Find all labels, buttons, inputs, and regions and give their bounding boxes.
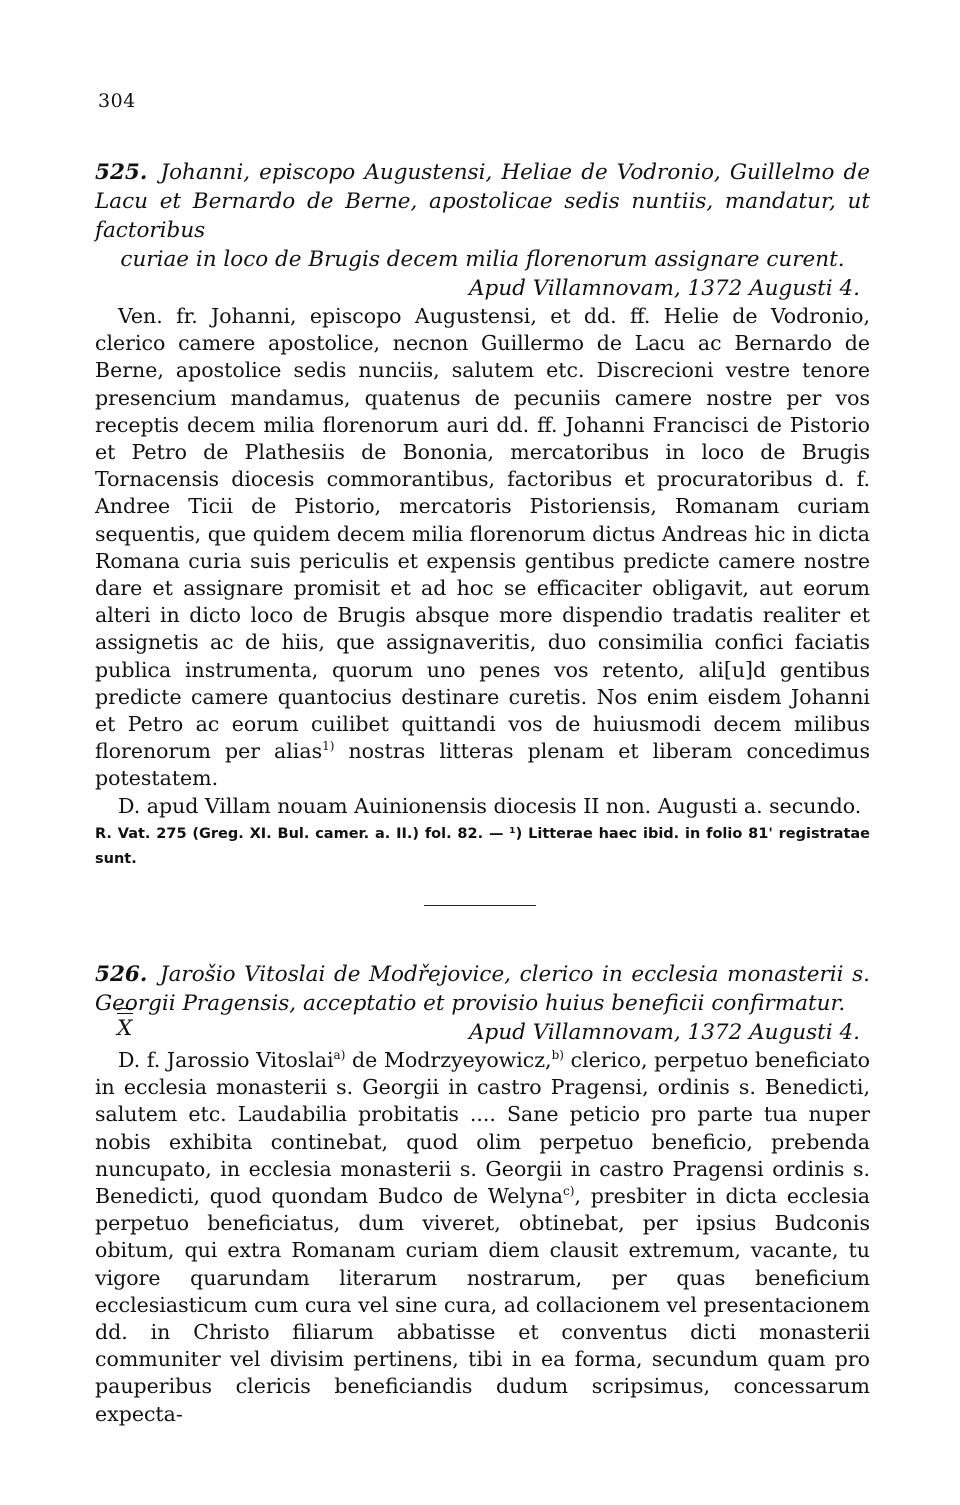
closing (95, 793, 870, 820)
body-text: D. f. Jarossio Vitoslai (118, 1048, 334, 1072)
entry-body (95, 1047, 870, 1428)
body-text: , presbiter in dicta ecclesia perpetuo beneficiatus, dum viveret, obtinebat, per ipsius Budconis obitum, qui extra Romanam curiam diem clausit extremum, vacante, tu vigore quarundam literarum nostrarum, per quas beneficium ecclesiasticum cum cura vel sine cura, ad collacionem vel presentacionem dd. in Christo filiarum abbatisse et conventus dicti monasterii communiter vel divisim pertinens, tibi in ea forma, secundum quam pro pauperibus clericis beneficiandis dudum scripsimus, concessarum expecta- (95, 1184, 870, 1426)
entry-number: 526. (95, 962, 148, 987)
dateline: Apud Villamnovam, 1372 Augusti 4. (469, 276, 860, 301)
body-text: Ven. fr. Johanni, episcopo Augustensi, et dd. ff. Helie de Vodronio, clerico camere apostolice, necnon Guillermo de Lacu ac Bernardo de Berne, apostolice sedis nunciis, salutem etc. Discrecioni vestre tenore presencium mandamus, quatenus de pecuniis camere nostre per vos receptis decem milia florenorum auri dd. ff. Johanni Francisci de Pistorio et Petro de Plathesiis de Bononia, mercatoribus in loco de Brugis Tornacensis diocesis commorantibus, factoribus et procuratoribus d. f. Andree Ticii de Pistorio, mercatoris Pistoriensis, Romanam curiam sequentis, que quidem decem milia florenorum dictus Andreas hic in dicta Romana curia suis periculis et expensis gentibus predicte camere nostre dare et assignare promisit et ad hoc se efficaciter obligavit, aut eorum alteri in dicto loco de Brugis absque more dispendio tradatis realiter et assignetis ac de hiis, que assignaveritis, duo consimilia confici faciatis publica instrumenta, quorum uno penes vos retento, ali[u]d gentibus predicte camere quantocius destinare curetis. Nos enim eisdem Johanni et Petro ac eorum cuilibet quittandi vos de huiusmodi decem milibus florenorum per alias (95, 304, 870, 764)
source-reference: R. Vat. 275 (Greg. XI. Bul. camer. a. II.) fol. 82. — ¹) Litterae haec ibid. in folio 81' registratae sunt. (95, 825, 870, 867)
entry-heading (95, 158, 870, 245)
dateline-row (95, 1018, 870, 1047)
footnote-mark-a: a) (333, 1048, 346, 1063)
entry-heading (95, 960, 870, 1018)
entry-526 (95, 960, 870, 1428)
body-text: clerico, perpetuo beneficiato in ecclesia monasterii s. Georgii in castro Pragensi, ordinis s. Benedicti, salutem etc. Laudabilia probitatis .... Sane peticio pro parte tua nuper nobis exhibita continebat, quod olim perpetuo beneficio, prebenda nuncupato, in ecclesia monasterii s. Georgii in castro Pragensi ordinis s. Benedicti, quod quondam Budco de Welyna (95, 1048, 871, 1209)
heading-last-line: curiae in loco de Brugis decem milia florenorum assignare curent. (120, 247, 845, 272)
section-divider (424, 905, 536, 906)
entry-body (95, 303, 870, 793)
double-bar-mark (117, 1008, 133, 1014)
footnote-mark-c: c) (563, 1184, 575, 1199)
entry-number: 525. (95, 160, 148, 185)
margin-mark-text: X (117, 1016, 133, 1041)
entry-525 (95, 158, 870, 872)
body-text-end: nostras litteras plenam et liberam concedimus potestatem. (95, 739, 870, 791)
closing-text: D. apud Villam nouam Auinionensis diocesis II non. Augusti a. secundo. (118, 793, 862, 818)
footnote-mark-b: b) (551, 1048, 564, 1063)
heading-text: Jarošio Vitoslai de Modřejovice, clerico in ecclesia monasterii s. Georgii Pragensis, acceptatio et provisio huius beneficii confirmatur. (95, 962, 870, 1016)
dateline: Apud Villamnovam, 1372 Augusti 4. (469, 1020, 860, 1045)
page-number: 304 (98, 90, 136, 112)
margin-mark (117, 1016, 132, 1041)
heading-text: Johanni, episcopo Augustensi, Heliae de Vodronio, Guillelmo de Lacu et Bernardo de Berne, apostolicae sedis nuntiis, mandatur, ut factoribus (95, 160, 870, 243)
footnote-mark: 1) (322, 739, 335, 754)
body-text: de Modrzyeyowicz, (345, 1048, 552, 1072)
